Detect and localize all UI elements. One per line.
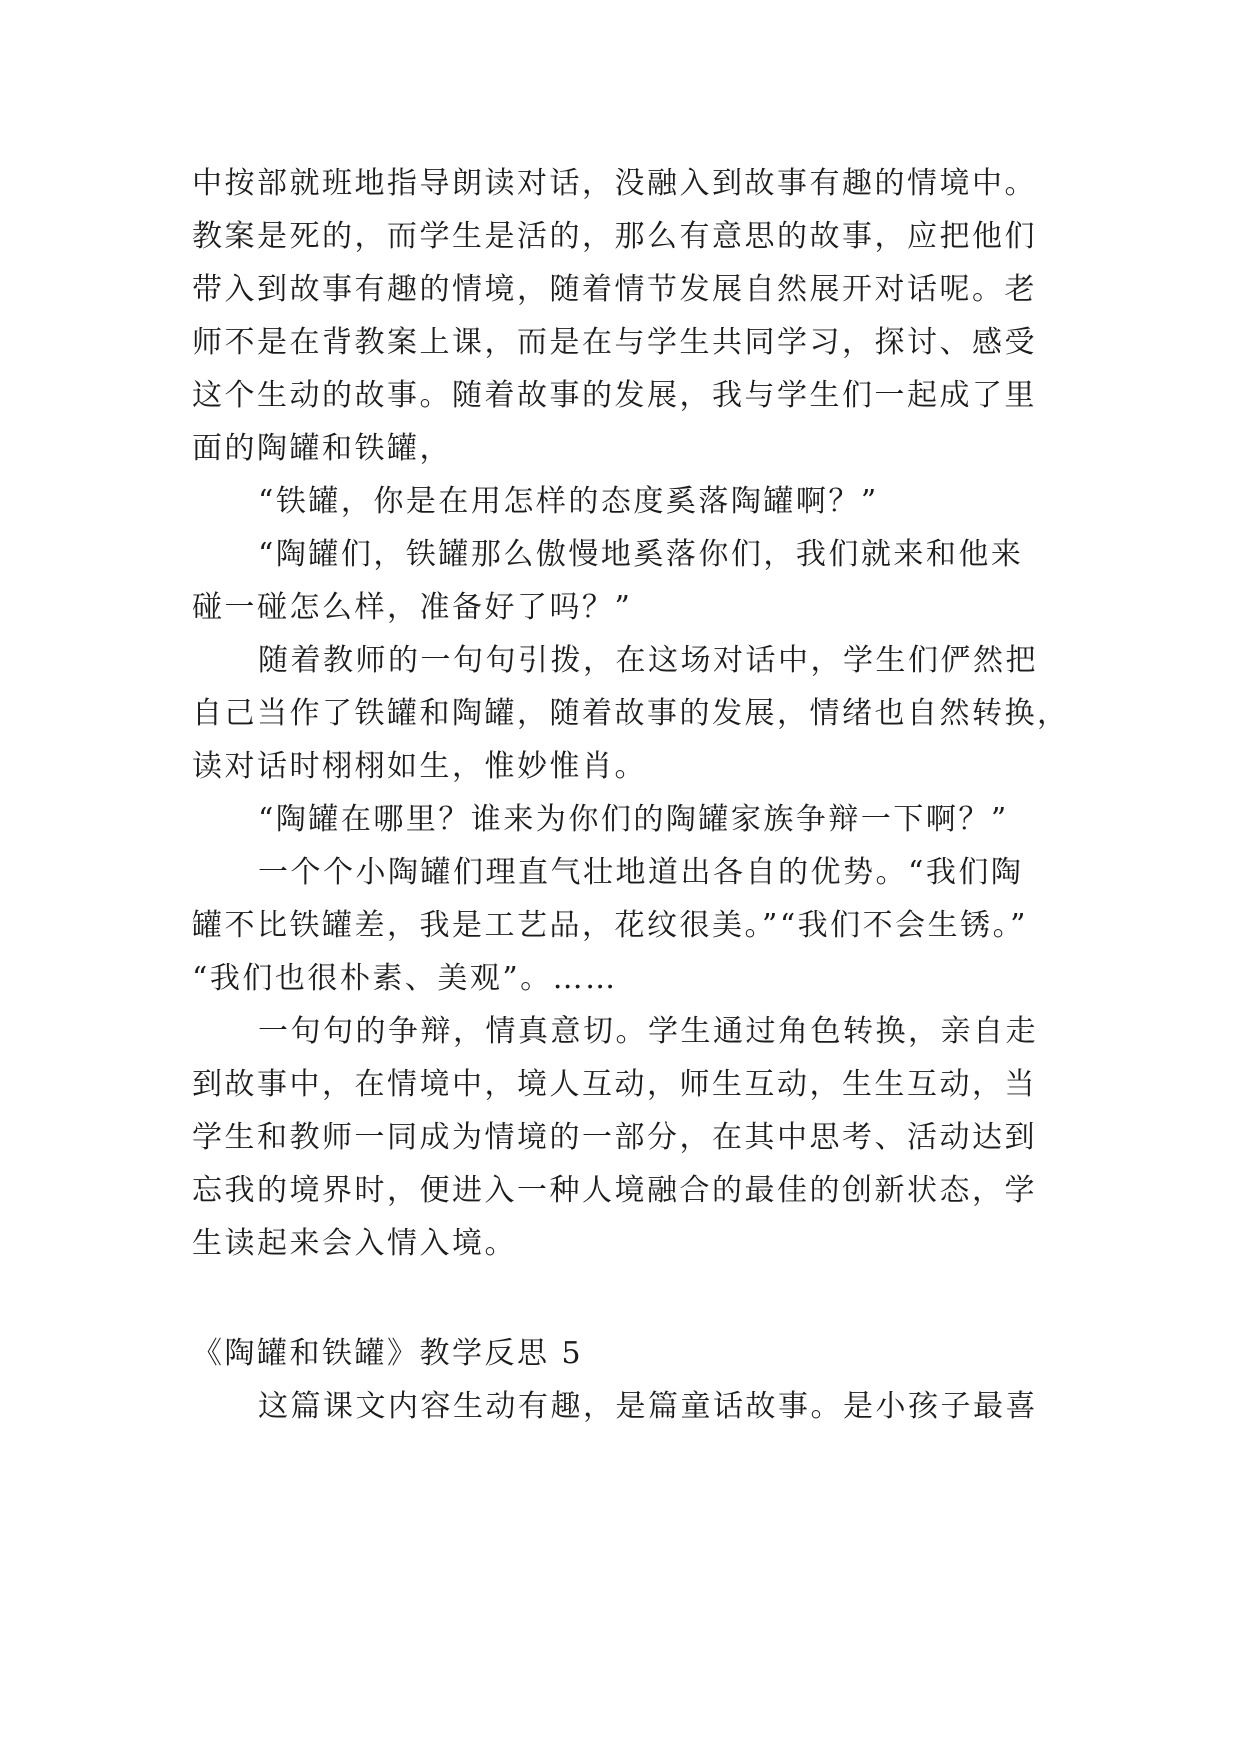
paragraph-line: 带入到故事有趣的情境，随着情节发展自然展开对话呢。老: [192, 272, 1037, 307]
paragraph-line: 师不是在背教案上课，而是在与学生共同学习，探讨、感受: [192, 325, 1037, 360]
section-heading: 《陶罐和铁罐》教学反思 5: [192, 1336, 584, 1371]
paragraph-line: “我们也很朴素、美观”。……: [192, 961, 618, 996]
paragraph-line: 教案是死的，而学生是活的，那么有意思的故事，应把他们: [192, 219, 1037, 254]
paragraph-line: 罐不比铁罐差，我是工艺品，花纹很美。”“我们不会生锈。”: [192, 908, 1029, 943]
paragraph-line: 这个生动的故事。随着故事的发展，我与学生们一起成了里: [192, 378, 1037, 413]
paragraph-line: 这篇课文内容生动有趣，是篇童话故事。是小孩子最喜: [258, 1389, 1038, 1424]
paragraph-line: 面的陶罐和铁罐，: [192, 431, 452, 466]
paragraph-line: 学生和教师一同成为情境的一部分，在其中思考、活动达到: [192, 1120, 1037, 1155]
paragraph-line: 到故事中，在情境中，境人互动，师生互动，生生互动，当: [192, 1067, 1037, 1102]
paragraph-line: 自己当作了铁罐和陶罐，随着故事的发展，情绪也自然转换，: [192, 696, 1070, 731]
paragraph-line: 一个个小陶罐们理直气壮地道出各自的优势。“我们陶: [258, 855, 1024, 890]
paragraph-line: 一句句的争辩，情真意切。学生通过角色转换，亲自走: [258, 1014, 1038, 1049]
paragraph-line: 生读起来会入情入境。: [192, 1226, 517, 1261]
paragraph-line: 读对话时栩栩如生，惟妙惟肖。: [192, 749, 647, 784]
quote-line: “铁罐，你是在用怎样的态度奚落陶罐啊？”: [258, 484, 879, 519]
paragraph-line: 忘我的境界时，便进入一种人境融合的最佳的创新状态，学: [192, 1173, 1037, 1208]
quote-line: “陶罐在哪里？谁来为你们的陶罐家族争辩一下啊？”: [258, 802, 1009, 837]
paragraph-line: 随着教师的一句句引拨，在这场对话中，学生们俨然把: [258, 643, 1038, 678]
quote-line: “陶罐们，铁罐那么傲慢地奚落你们，我们就来和他来: [258, 537, 1024, 572]
paragraph-line: 中按部就班地指导朗读对话，没融入到故事有趣的情境中。: [192, 166, 1037, 201]
paragraph-line: 碰一碰怎么样，准备好了吗？”: [192, 590, 633, 625]
